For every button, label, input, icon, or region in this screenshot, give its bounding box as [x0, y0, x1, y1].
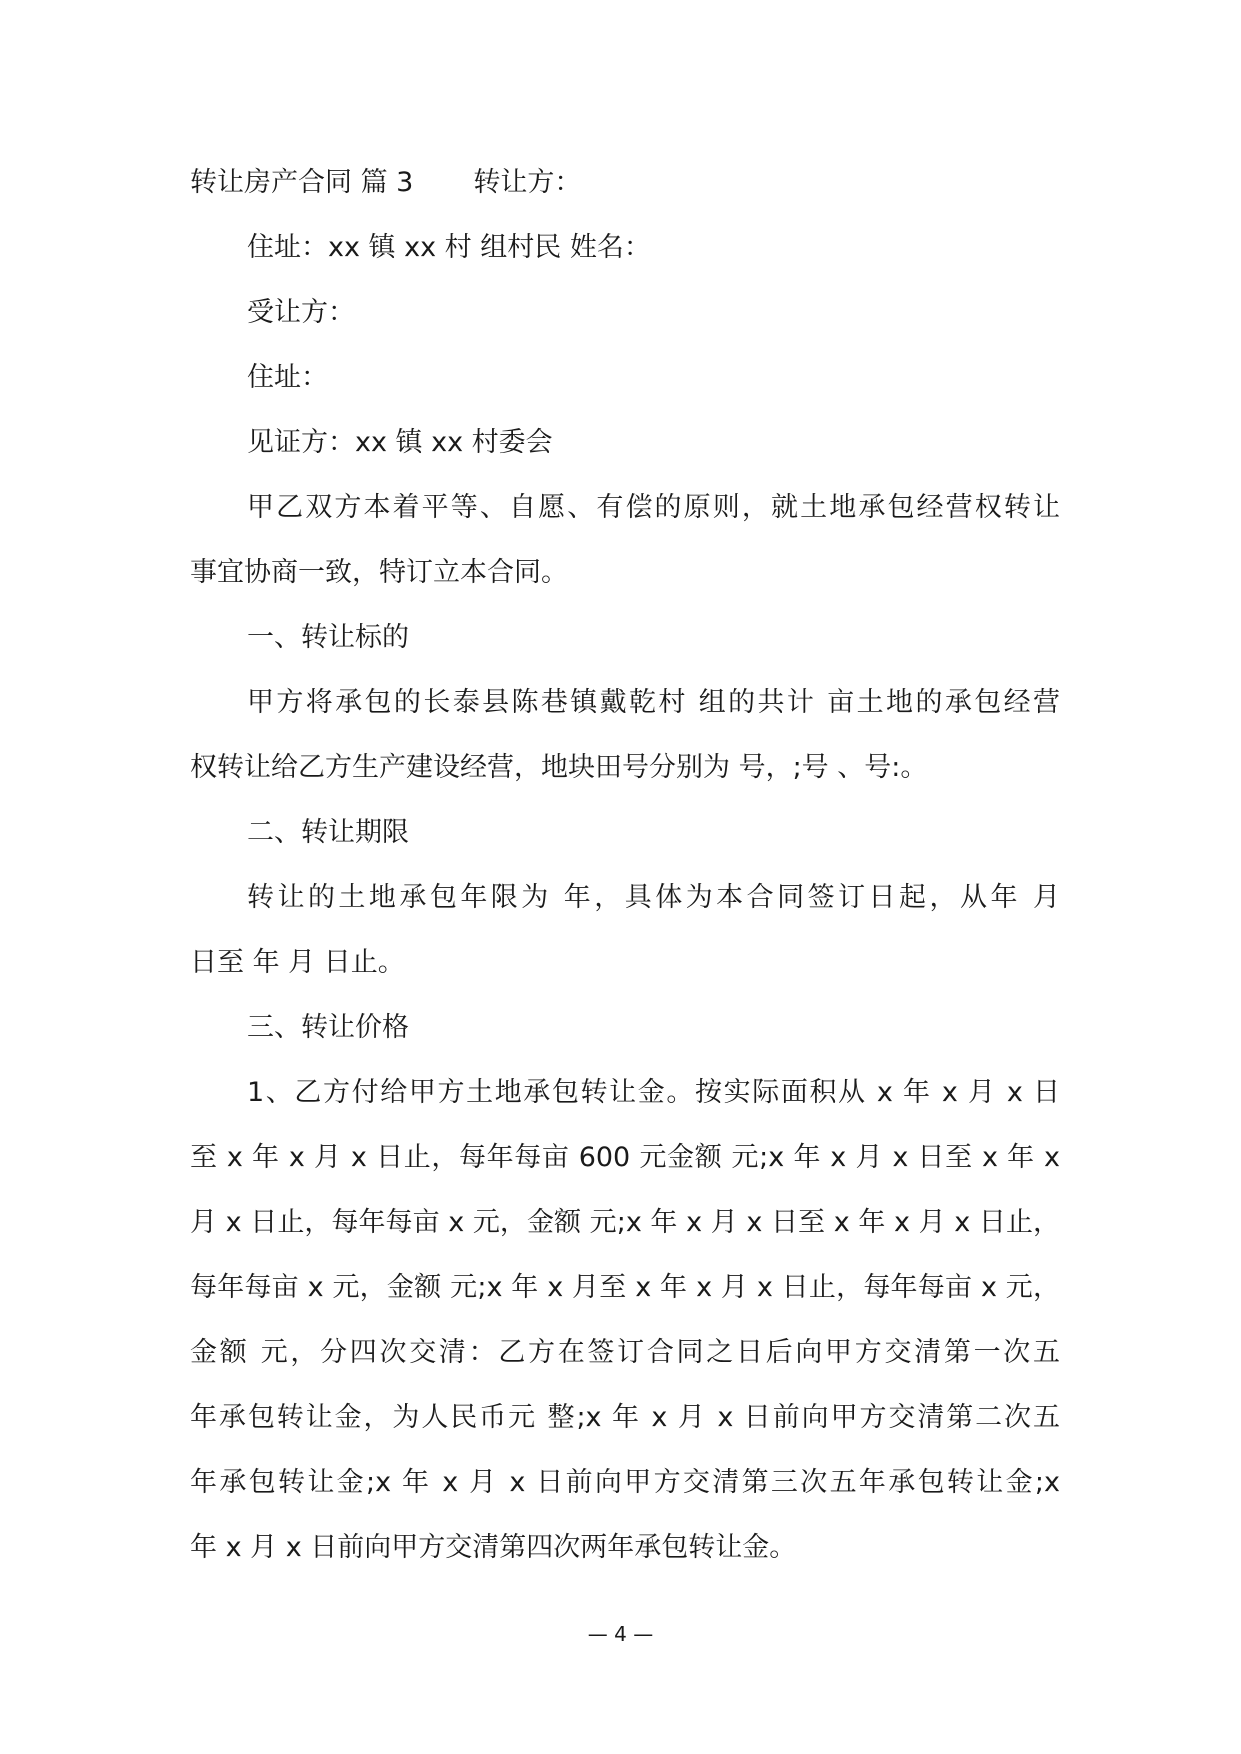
document-line: 甲方将承包的长泰县陈巷镇戴乾村 组的共计 亩土地的承包经营	[247, 687, 1060, 718]
page-number: — 4 —	[587, 1622, 654, 1646]
document-line: 日至 年 月 日止。	[190, 947, 405, 978]
transferor-label: 转让方：	[473, 167, 582, 198]
document-line: 转让的土地承包年限为 年，具体为本合同签订日起，从年 月	[247, 882, 1060, 913]
document-line: 权转让给乙方生产建设经营，地块田号分别为 号，;号 、号:。	[190, 752, 928, 783]
document-lines	[190, 215, 1060, 1580]
document-line: 至 x 年 x 月 x 日止，每年每亩 600 元金额 元;x 年 x 月 x 日至 x 年 x	[190, 1142, 1060, 1173]
document-line: 月 x 日止，每年每亩 x 元，金额 元;x 年 x 月 x 日至 x 年 x 月 x 日止，	[190, 1207, 1060, 1238]
document-title: 转让房产合同 篇 3	[190, 167, 414, 198]
document-title-line	[190, 150, 1060, 215]
document-line: 金额 元，分四次交清：乙方在签订合同之日后向甲方交清第一次五	[190, 1337, 1060, 1368]
document-line: 事宜协商一致，特订立本合同。	[190, 557, 568, 588]
document-line: 住址：xx 镇 xx 村 组村民 姓名：	[247, 232, 651, 263]
document-line: 1、乙方付给甲方土地承包转让金。按实际面积从 x 年 x 月 x 日	[247, 1077, 1060, 1108]
document-line: 二、转让期限	[247, 817, 409, 848]
document-line: 受让方：	[247, 297, 355, 328]
document-line: 年承包转让金;x 年 x 月 x 日前向甲方交清第三次五年承包转让金;x	[190, 1467, 1060, 1498]
document-line: 甲乙双方本着平等、自愿、有偿的原则，就土地承包经营权转让	[247, 492, 1060, 523]
document-body	[190, 150, 1060, 1580]
document-line: 年 x 月 x 日前向甲方交清第四次两年承包转让金。	[190, 1532, 797, 1563]
document-line: 一、转让标的	[247, 622, 409, 653]
document-line: 每年每亩 x 元，金额 元;x 年 x 月至 x 年 x 月 x 日止，每年每亩 x 元，	[190, 1272, 1060, 1303]
document-line: 住址：	[247, 362, 328, 393]
document-line: 见证方：xx 镇 xx 村委会	[247, 427, 553, 458]
document-line: 三、转让价格	[247, 1012, 409, 1043]
document-line: 年承包转让金，为人民币元 整;x 年 x 月 x 日前向甲方交清第二次五	[190, 1402, 1060, 1433]
